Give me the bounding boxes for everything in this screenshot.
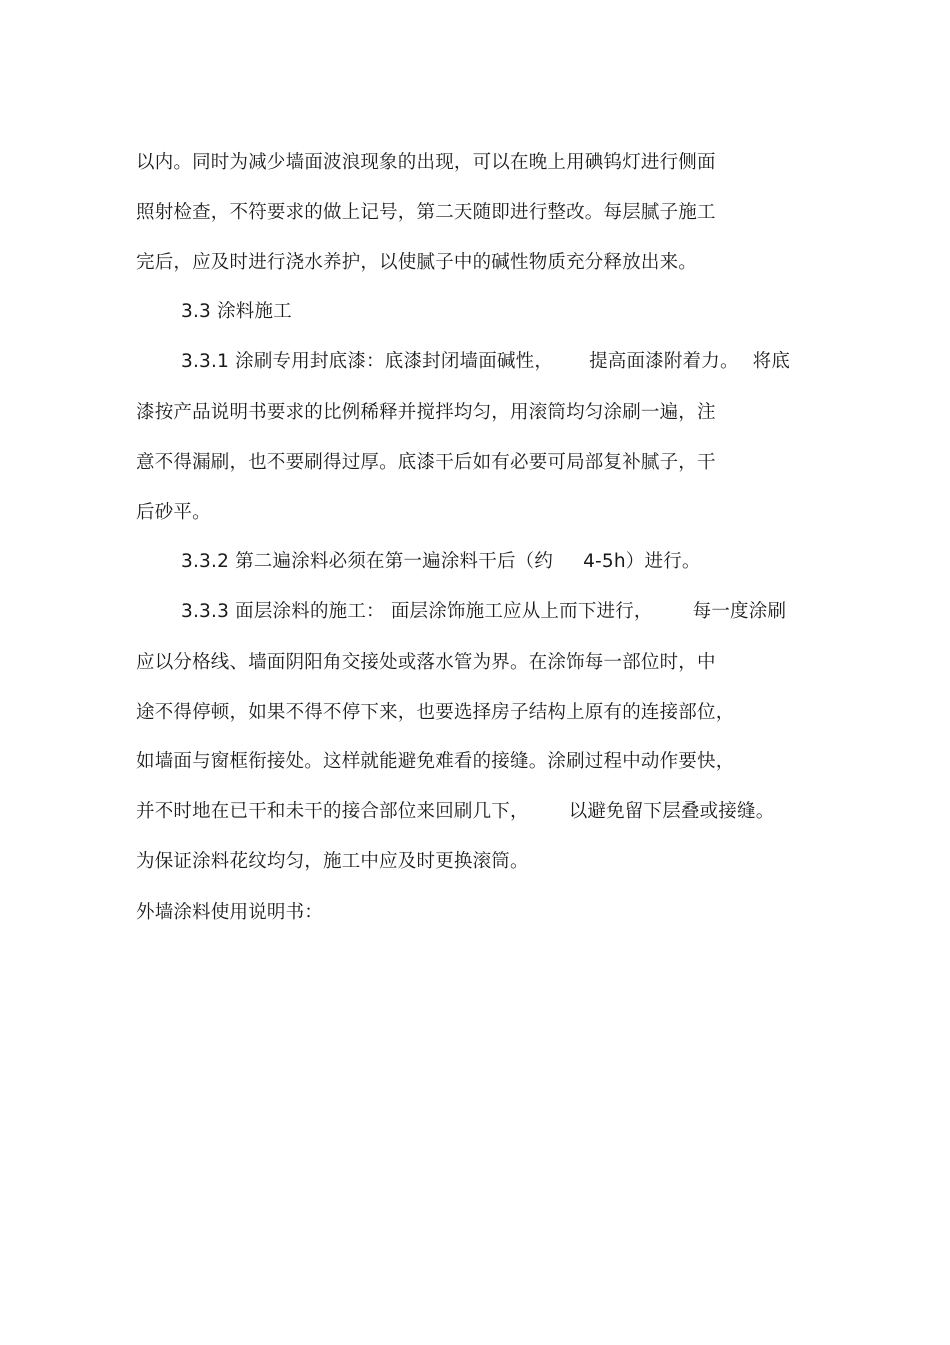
- paragraph-3-3-1-line-2: 漆按产品说明书要求的比例稀释并搅拌均匀，用滚筒均匀涂刷一遍，注: [136, 402, 716, 423]
- text-segment: 以避免留下层叠或接缝。: [568, 801, 775, 822]
- text-segment: 3.3.1 涂刷专用封底漆：底漆封闭墙面碱性，: [181, 351, 554, 372]
- paragraph-line-2: 照射检查，不符要求的做上记号，第二天随即进行整改。每层腻子施工: [136, 202, 716, 223]
- paragraph-3-3-3-line-1: [181, 599, 786, 625]
- text-segment: 4-5h）进行。: [583, 551, 701, 572]
- paragraph-3-3-2: [181, 549, 701, 575]
- paragraph-3-3-3-line-3: 途不得停顿，如果不得不停下来，也要选择房子结构上原有的连接部位，: [136, 702, 735, 723]
- text-segment: 3.3.2 第二遍涂料必须在第一遍涂料干后（约: [181, 551, 554, 572]
- paragraph-3-3-3-line-6: 为保证涂料花纹均匀，施工中应及时更换滚筒。: [136, 851, 529, 872]
- paragraph-3-3-1-line-1: [181, 349, 790, 375]
- paragraph-3-3-3-line-2: 应以分格线、墙面阴阳角交接处或落水管为界。在涂饰每一部位时，中: [136, 652, 716, 673]
- paragraph-3-3-1-line-4: 后砂平。: [136, 502, 211, 523]
- text-segment: 3.3.3 面层涂料的施工： 面层涂饰施工应从上而下进行，: [181, 601, 653, 622]
- paragraph-3-3-3-line-4: 如墙面与窗框衔接处。这样就能避免难看的接缝。涂刷过程中动作要快，: [136, 751, 735, 772]
- text-segment: 提高面漆附着力。: [589, 351, 739, 372]
- text-segment: 并不时地在已干和未干的接合部位来回刷几下，: [136, 801, 529, 822]
- text-segment: 每一度涂刷: [692, 601, 787, 622]
- text-segment: 将底: [752, 351, 791, 372]
- paragraph-line-1: 以内。同时为减少墙面波浪现象的出现，可以在晚上用碘钨灯进行侧面: [136, 152, 716, 173]
- paragraph-3-3-1-line-3: 意不得漏刷，也不要刷得过厚。底漆干后如有必要可局部复补腻子，干: [136, 452, 716, 473]
- closing-heading: 外墙涂料使用说明书：: [136, 902, 324, 923]
- paragraph-3-3-3-line-5: [136, 799, 774, 825]
- section-heading-3-3: 3.3 涂料施工: [181, 301, 292, 322]
- paragraph-line-3: 完后，应及时进行浇水养护，以使腻子中的碱性物质充分释放出来。: [136, 252, 698, 273]
